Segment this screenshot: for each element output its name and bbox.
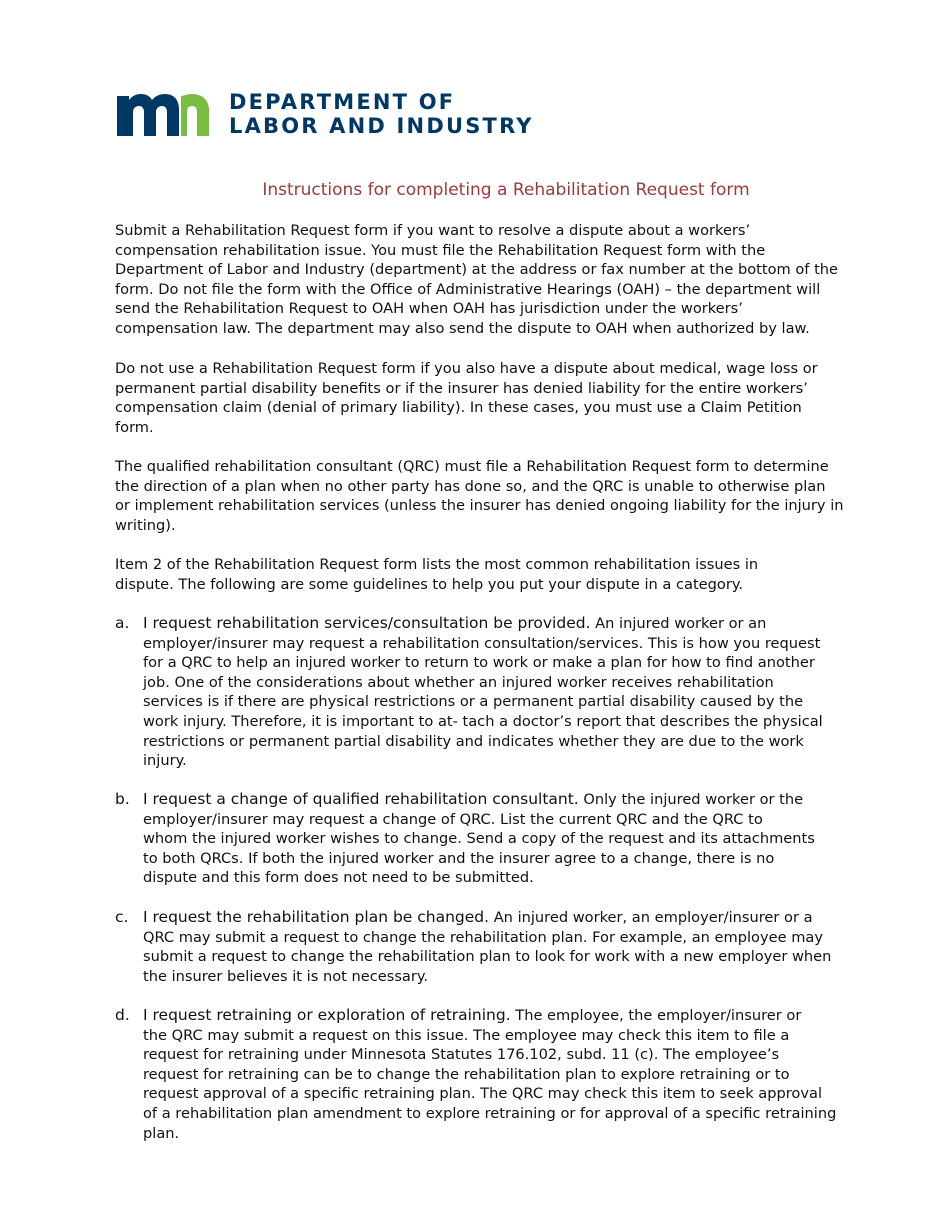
text-line: dispute. The following are some guidelines to help you put your dispute in a category. [115,575,744,593]
text-line: employer/insurer may request a change of QRC. List the current QRC and the QRC to [143,810,763,828]
text-line: dispute and this form does not need to be submitted. [143,869,534,887]
text-line [143,790,875,810]
text-line: Submit a Rehabilitation Request form if you want to resolve a dispute about a workers’ [115,222,751,239]
text-line: restrictions or permanent partial disability and indicates whether they are due to the work [143,732,804,750]
text-line [143,1006,875,1026]
text-line: request for retraining can be to change the rehabilitation plan to explore retraining or to [143,1065,790,1083]
paragraph-qrc [115,457,875,535]
text-line: employer/insurer may request a rehabilitation consultation/services. This is how you request [143,634,821,652]
item-text: An injured worker or an [590,615,767,632]
item-label: b. [115,790,130,808]
text-line: writing). [115,516,176,534]
item-text: An injured worker, an employer/insurer or a [489,909,813,926]
text-line: request for retraining under Minnesota Statutes 176.102, subd. 11 (c). The employee’s [143,1046,780,1064]
org-name-line1: DEPARTMENT OF [229,90,456,114]
list-item-d [115,1006,875,1143]
list-item-a [115,614,875,771]
text-line: submit a request to change the rehabilitation plan to look for work with a new employer when [143,948,832,966]
text-line: plan. [143,1124,180,1142]
item-text: The employee, the employer/insurer or [510,1007,802,1024]
text-line: Do not use a Rehabilitation Request form if you also have a dispute about medical, wage loss or [115,360,818,377]
text-line: compensation claim (denial of primary liability). In these cases, you must use a Claim Petition [115,399,802,417]
item-lead: I request rehabilitation services/consultation be provided. [143,614,591,632]
text-line: The qualified rehabilitation consultant (QRC) must file a Rehabilitation Request form to determine [115,458,829,475]
text-line: QRC may submit a request to change the rehabilitation plan. For example, an employee may [143,928,823,946]
item-body [143,1006,875,1143]
text-line: compensation rehabilitation issue. You must file the Rehabilitation Request form with the [115,241,766,259]
text-line: job. One of the considerations about whether an injured worker receives rehabilitation [143,673,774,691]
text-line: work injury. Therefore, it is important to at- tach a doctor’s report that describes the physical [143,712,823,730]
paragraph-intro [115,221,875,339]
text-line: whom the injured worker wishes to change. Send a copy of the request and its attachments [143,830,815,848]
paragraph-claim-petition [115,359,875,437]
dli-logo [117,90,534,138]
item-lead: I request retraining or exploration of retraining. [143,1006,511,1024]
text-line: request approval of a specific retraining plan. The QRC may check this item to seek approval [143,1085,822,1103]
text-line: form. Do not file the form with the Office of Administrative Hearings (OAH) – the department will [115,280,821,298]
item-label: a. [115,614,130,632]
text-line: injury. [143,752,187,770]
text-line: compensation law. The department may also send the dispute to OAH when authorized by law. [115,319,810,337]
text-line: of a rehabilitation plan amendment to explore retraining or for approval of a specific retraining [143,1104,837,1122]
paragraph-item2 [115,555,875,594]
item-body [143,790,875,888]
item-lead: I request the rehabilitation plan be changed. [143,908,490,926]
text-line: for a QRC to help an injured worker to return to work or make a plan for how to find another [143,654,815,672]
item-label: d. [115,1006,130,1024]
text-line: or implement rehabilitation services (unless the insurer has denied ongoing liability for the injury in [115,497,844,515]
list-item-b [115,790,875,888]
text-line: the direction of a plan when no other party has done so, and the QRC is unable to otherwise plan [115,477,826,495]
text-line [143,908,875,928]
text-line: to both QRCs. If both the injured worker and the insurer agree to a change, there is no [143,849,775,867]
text-line [143,614,875,634]
text-line: services is if there are physical restrictions or a permanent partial disability caused by the [143,693,804,711]
item-body [143,614,875,771]
text-line: Item 2 of the Rehabilitation Request form lists the most common rehabilitation issues in [115,556,759,573]
list-item-c [115,908,875,986]
item-body [143,908,875,986]
mn-logo-icon [117,92,215,136]
item-text: Only the injured worker or the [578,791,804,808]
item-label: c. [115,908,129,926]
text-line: send the Rehabilitation Request to OAH when OAH has jurisdiction under the workers’ [115,300,743,318]
text-line: form. [115,418,154,436]
text-line: the insurer believes it is not necessary. [143,967,429,985]
text-line: Department of Labor and Industry (department) at the address or fax number at the bottom of the [115,261,839,279]
org-name-line2: LABOR AND INDUSTRY [229,114,534,138]
item-lead: I request a change of qualified rehabilitation consultant. [143,790,579,808]
text-line: permanent partial disability benefits or if the insurer has denied liability for the entire workers’ [115,379,808,397]
page-title: Instructions for completing a Rehabilitation Request form [262,180,750,200]
text-line: the QRC may submit a request on this issue. The employee may check this item to file a [143,1026,790,1044]
